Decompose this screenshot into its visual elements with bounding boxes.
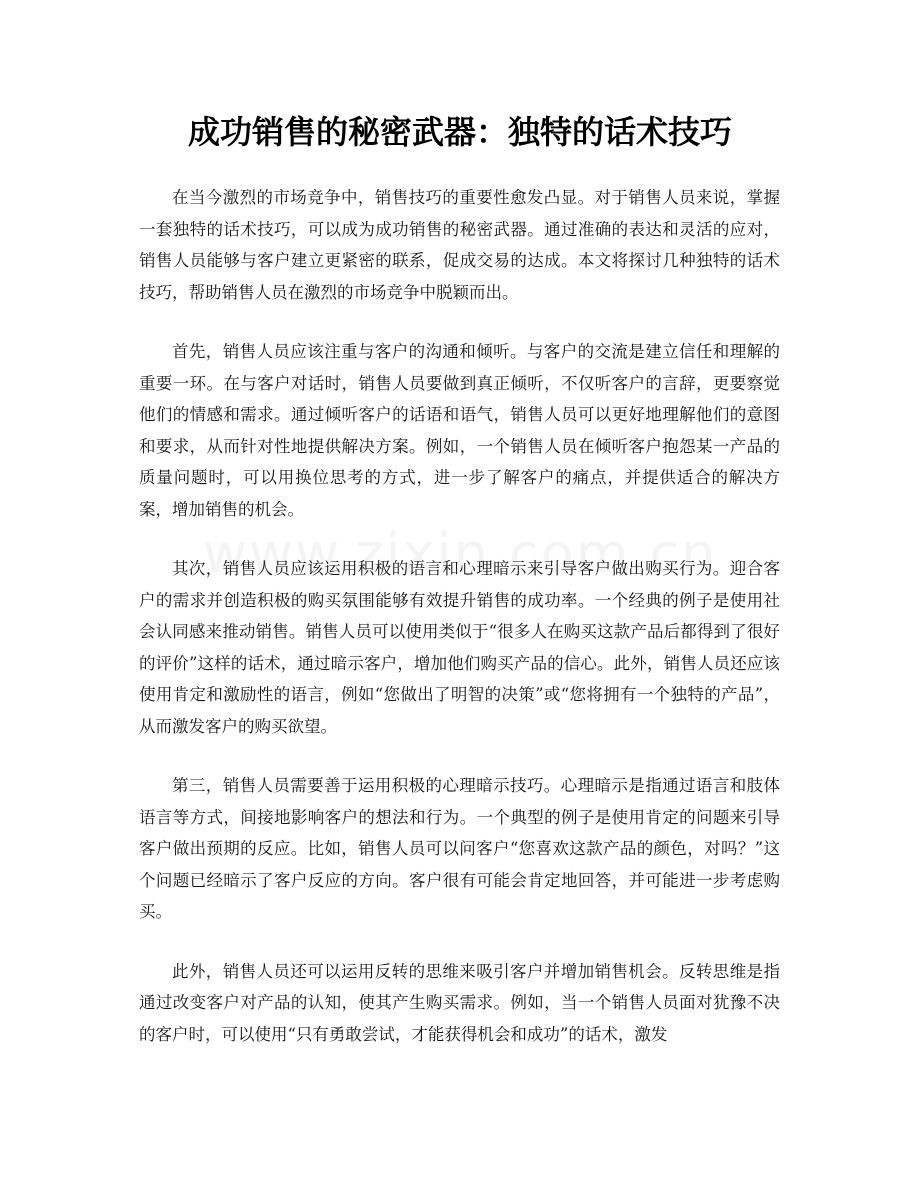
paragraph-first: 首先，销售人员应该注重与客户的沟通和倾听。与客户的交流是建立信任和理解的重要一环。在与客户对话时，销售人员要做到真正倾听，不仅听客户的言辞，更要察觉他们的情感和需求。通过倾听客户的话语和语气，销售人员可以更好地理解他们的意图和要求，从而针对性地提供解决方案。例如，一个销售人员在倾听客户抱怨某一产品的质量问题时，可以用换位思考的方式，进一步了解客户的痛点，并提供适合的解决方案，增加销售的机会。 — [139, 342, 780, 519]
paragraph-additional: 此外，销售人员还可以运用反转的思维来吸引客户并增加销售机会。反转思维是指通过改变客户对产品的认知，使其产生购买需求。例如，当一个销售人员面对犹豫不决的客户时，可以使用“只有勇敢尝试，才能获得机会和成功”的话术，激发 — [139, 961, 780, 1044]
paragraph-intro: 在当今激烈的市场竞争中，销售技巧的重要性愈发凸显。对于销售人员来说，掌握一套独特的话术技巧，可以成为成功销售的秘密武器。通过准确的表达和灵活的应对，销售人员能够与客户建立更紧密的联系，促成交易的达成。本文将探讨几种独特的话术技巧，帮助销售人员在激烈的市场竞争中脱颖而出。 — [139, 188, 780, 302]
paragraph-third: 第三，销售人员需要善于运用积极的心理暗示技巧。心理暗示是指通过语言和肢体语言等方式，间接地影响客户的想法和行为。一个典型的例子是使用肯定的问题来引导客户做出预期的反应。比如，销售人员可以问客户“您喜欢这款产品的颜色，对吗？”这个问题已经暗示了客户反应的方向。客户很有可能会肯定地回答，并可能进一步考虑购买。 — [139, 776, 780, 921]
document-body — [139, 182, 780, 1078]
document-title: 成功销售的秘密武器：独特的话术技巧 — [187, 113, 732, 151]
paragraph-second: 其次，销售人员应该运用积极的语言和心理暗示来引导客户做出购买行为。迎合客户的需求并创造积极的购买氛围能够有效提升销售的成功率。一个经典的例子是使用社会认同感来推动销售。销售人员可以使用类似于“很多人在购买这款产品后都得到了很好的评价”这样的话术，通过暗示客户，增加他们购买产品的信心。此外，销售人员还应该使用肯定和激励性的语言，例如“您做出了明智的决策”或“您将拥有一个独特的产品”，从而激发客户的购买欲望。 — [139, 559, 780, 736]
